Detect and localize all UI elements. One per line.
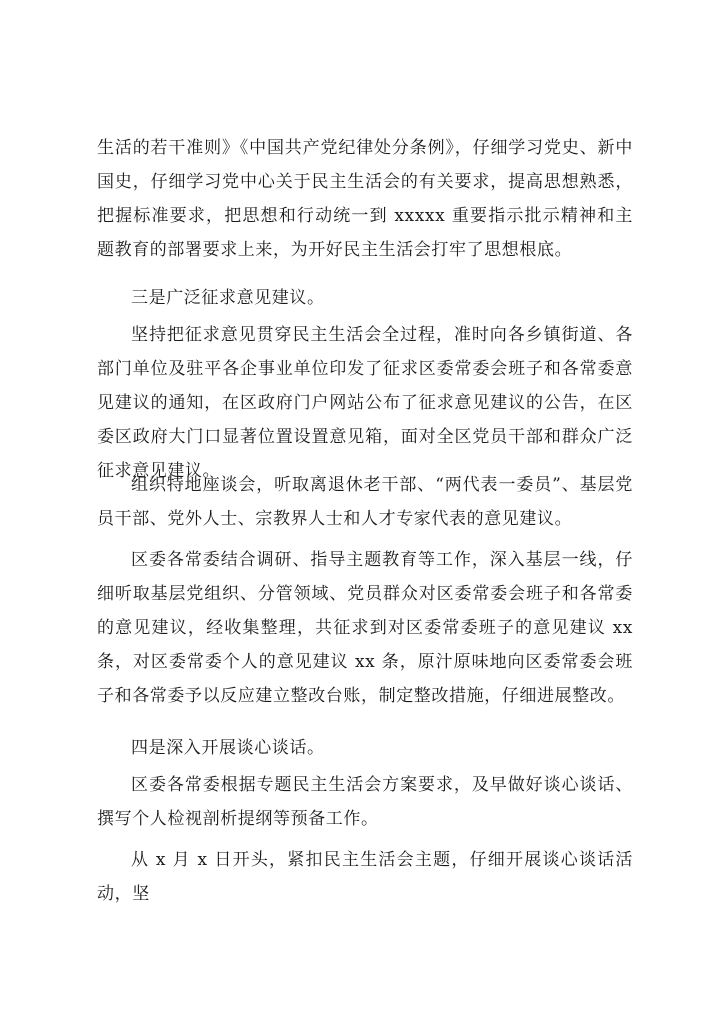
paragraph-standing-committee-research: 区委各常委结合调研、指导主题教育等工作，深入基层一线，仔细听取基层党组织、分管领域、党员群众对区委常委会班子和各常委的意见建议，经收集整理，共征求到对区委常委班子的意见建议 xx 条，对区委常委个人的意见建议 xx 条，原汁原味地向区委常委会班子和各常委予以反应建立整改台账，制定整改措施，仔细进展整改。 [97, 550, 633, 706]
paragraph-study-rules: 生活的若干准则》《中国共产党纪律处分条例》，仔细学习党史、新中国史，仔细学习党中心关于民主生活会的有关要求，提高思想熟悉，把握标准要求，把思想和行动统一到 xxxxx 重要指示批示精神和主题教育的部署要求上来，为开好民主生活会打牢了思想根底。 [97, 138, 633, 260]
paragraph-talk-preparation: 区委各常委根据专题民主生活会方案要求，及早做好谈心谈话、撰写个人检视剖析提纲等预备工作。 [97, 775, 633, 829]
paragraph-talk-start: 从 x 月 x 日开头，紧扣民主生活会主题，仔细开展谈心谈话活动，坚 [97, 850, 633, 904]
paragraph-solicit-process: 坚持把征求意见贯穿民主生活会全过程，准时向各乡镇街道、各部门单位及驻平各企事业单位印发了征求区委常委会班子和各常委意见建议的通知，在区政府门户网站公布了征求意见建议的公告，在区委区政府大门口显著位置设置意见箱，面对全区党员干部和群众广泛征求意见建议。 [97, 325, 633, 481]
heading-solicit-opinions: 三是广泛征求意见建议。 [131, 288, 325, 308]
paragraph-symposium: 组织特地座谈会，听取离退休老干部、“两代表一委员”、基层党员干部、党外人士、宗教界人士和人才专家代表的意见建议。 [97, 475, 633, 529]
heading-heart-to-heart-talks: 四是深入开展谈心谈话。 [131, 738, 325, 758]
